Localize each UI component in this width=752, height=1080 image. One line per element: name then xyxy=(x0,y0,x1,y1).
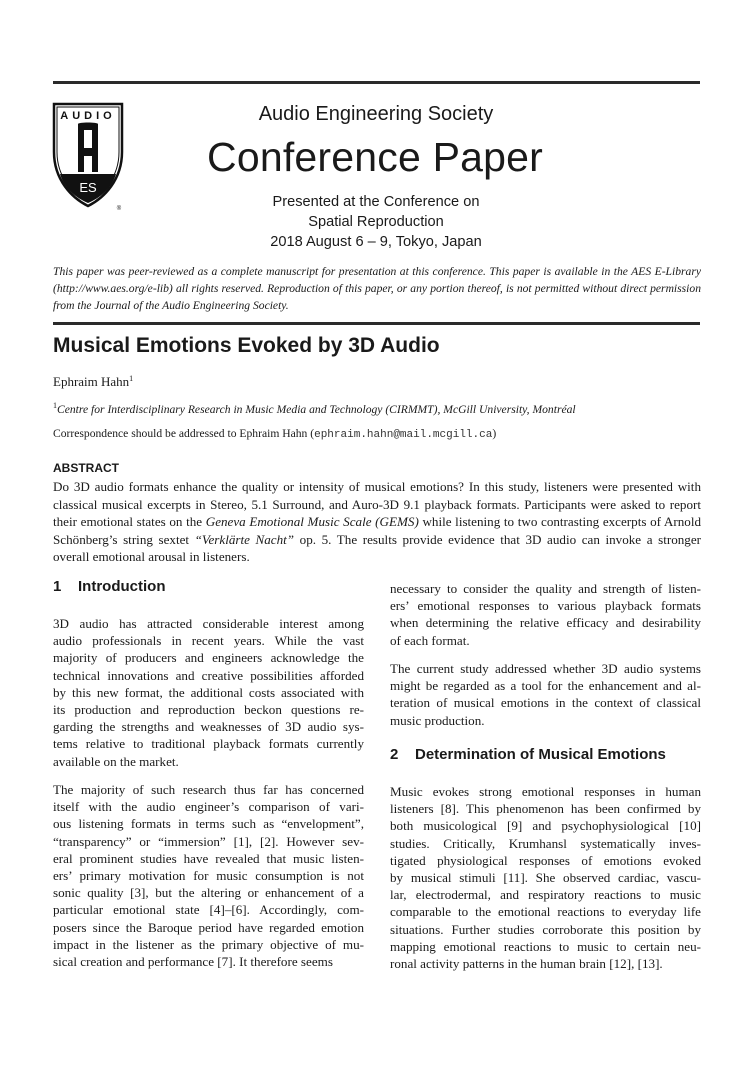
text-line: ous listening formats in terms such as “envelopment”, xyxy=(53,816,364,832)
section-heading-introduction xyxy=(53,578,165,595)
text-line: technical innovations and creative possibilities afforded xyxy=(53,667,364,683)
section-title: Introduction xyxy=(78,578,166,595)
text-line: garding the strengths and weaknesses of 3D audio sys- xyxy=(53,719,364,735)
correspondence-close: ) xyxy=(492,427,497,440)
emotions-paragraph-1 xyxy=(390,783,701,972)
text-line: lar, electrodermal, and respiratory reactions to music xyxy=(390,887,701,903)
correspondence-text: Correspondence should be addressed to Ephraim Hahn ( xyxy=(53,427,315,440)
text-line: The majority of such research thus far has concerned xyxy=(53,782,364,797)
section-number: 2 xyxy=(390,746,399,763)
text-line: audio professionals in recent years. While the vast xyxy=(53,633,364,649)
text-line: Music evokes strong emotional responses in human xyxy=(390,784,701,799)
text-line: tems relative to traditional playback formats currently xyxy=(53,736,364,752)
svg-text:®: ® xyxy=(116,206,122,212)
text-line: 3D audio has attracted considerable interest among xyxy=(53,616,364,631)
text-line: particular emotional state [4]–[6]. Accordingly, com- xyxy=(53,902,364,918)
text-line: teration of musical emotions in the context of classical xyxy=(390,695,701,711)
abstract-heading: ABSTRACT xyxy=(53,461,119,475)
text-line: eral prominent studies have revealed that music listen- xyxy=(53,850,364,866)
intro-paragraph-2 xyxy=(53,781,364,970)
abstract-text: Do 3D audio formats enhance the quality or intensity of musical emotions? In this study, listeners were presented with classical musical excerpts in Stereo, 5.1 Surround, and Auro-3D 9.1 playback formats. Participants were asked to report their emotional states on the xyxy=(53,479,701,530)
text-line: tigated physiological responses of emotions evoked xyxy=(390,852,701,868)
abstract-work-title: “Verklärte Nacht” xyxy=(194,531,295,547)
text-line: necessary to consider the quality and strength of listen- xyxy=(390,581,701,596)
author-name: Ephraim Hahn xyxy=(53,374,130,389)
affiliation-text: Centre for Interdisciplinary Research in Music Media and Technology (CIRMMT), McGill University, Montréal xyxy=(57,403,576,416)
affiliation xyxy=(53,401,576,416)
text-line: its production and reproduction beckon questions re- xyxy=(53,702,364,718)
intro-paragraph-4 xyxy=(390,660,701,729)
svg-text:AUDIO: AUDIO xyxy=(60,110,116,122)
text-line: situations. Further studies corroborate this position by xyxy=(390,921,701,937)
conference-info xyxy=(196,192,556,252)
affiliation-superscript: 1 xyxy=(53,401,57,410)
text-line: by this new format, the additional costs associated with xyxy=(53,684,364,700)
text-line: listeners [8]. This phenomenon has been confirmed by xyxy=(390,801,701,817)
aes-logo-icon xyxy=(52,102,124,212)
correspondence-email[interactable]: ephraim.hahn@mail.mcgill.ca xyxy=(314,429,493,441)
text-line: by musical stimuli [11]. She observed cardiac, vascu- xyxy=(390,870,701,886)
review-notice: This paper was peer-reviewed as a complete manuscript for presentation at this conference. This paper is available in the AES E-Library (http://www.aes.org/e-lib) all rights reserved. Reproduction of this paper, or any portion thereof, is not permitted without direct permission from the Journal of the Audio Engineering Society. xyxy=(53,265,701,313)
abstract-text: while listening to two contrasting excerpts of Arnold Schönberg’s string sextet xyxy=(53,514,702,547)
author xyxy=(53,374,133,390)
abstract-text: op. 5. The results provide evidence that 3D audio can invoke a stronger overall emotional arousal in listeners. xyxy=(53,531,702,565)
text-line: impact in the listener as the primary objective of mu- xyxy=(53,936,364,952)
text-line: posers since the Baroque period have regarded emotion xyxy=(53,919,364,935)
paper-title: Musical Emotions Evoked by 3D Audio xyxy=(53,334,440,357)
conference-line: Spatial Reproduction xyxy=(308,214,444,230)
text-line: sical creation and performance [7]. It therefore seems xyxy=(53,954,333,970)
text-line: when determining the relative efficacy and desirability xyxy=(390,615,701,631)
section-title: Determination of Musical Emotions xyxy=(415,746,666,763)
text-line: of each format. xyxy=(390,632,470,648)
correspondence xyxy=(53,427,496,441)
text-line: might be regarded as a tool for the enhancement and al- xyxy=(390,678,701,694)
text-line: itself with the audio engineer’s comparison of vari- xyxy=(53,799,364,815)
text-line: The current study addressed whether 3D audio systems xyxy=(390,661,701,676)
text-line: sonic quality [3], but the altering or enhancement of a xyxy=(53,885,364,901)
intro-paragraph-1 xyxy=(53,615,364,770)
text-line: ronal activity patterns in the human brain [12], [13]. xyxy=(390,956,663,972)
abstract-body xyxy=(53,478,701,566)
text-line: mapping emotional reactions to music to certain neu- xyxy=(390,938,701,954)
text-line: studies. Critically, Krumhansl systematically inves- xyxy=(390,835,701,851)
svg-text:ES: ES xyxy=(79,180,97,195)
text-line: music production. xyxy=(390,712,485,728)
document-type-title: Conference Paper xyxy=(207,134,543,180)
conference-line: 2018 August 6 – 9, Tokyo, Japan xyxy=(270,234,482,250)
conference-line: Presented at the Conference on xyxy=(272,194,480,210)
header-rule xyxy=(53,322,700,325)
top-rule xyxy=(53,81,700,84)
section-heading-musical-emotions xyxy=(390,746,666,763)
text-line: available on the market. xyxy=(53,753,179,769)
text-line: comparable to the emotional reactions to everyday life xyxy=(390,904,701,920)
text-line: “transparency” or “immersion” [1], [2]. However sev- xyxy=(53,833,364,849)
abstract-scale-name: Geneva Emotional Music Scale (GEMS) xyxy=(205,514,419,530)
section-number: 1 xyxy=(53,578,62,595)
society-name: Audio Engineering Society xyxy=(258,103,494,125)
text-line: both musicological [9] and psychophysiological [10] xyxy=(390,818,701,834)
author-superscript: 1 xyxy=(129,374,134,383)
intro-paragraph-3 xyxy=(390,580,701,649)
text-line: ers’ emotional responses to various playback formats xyxy=(390,598,701,614)
text-line: majority of producers and engineers acknowledge the xyxy=(53,650,364,666)
text-line: ers’ primary motivation for music consumption is not xyxy=(53,868,364,884)
